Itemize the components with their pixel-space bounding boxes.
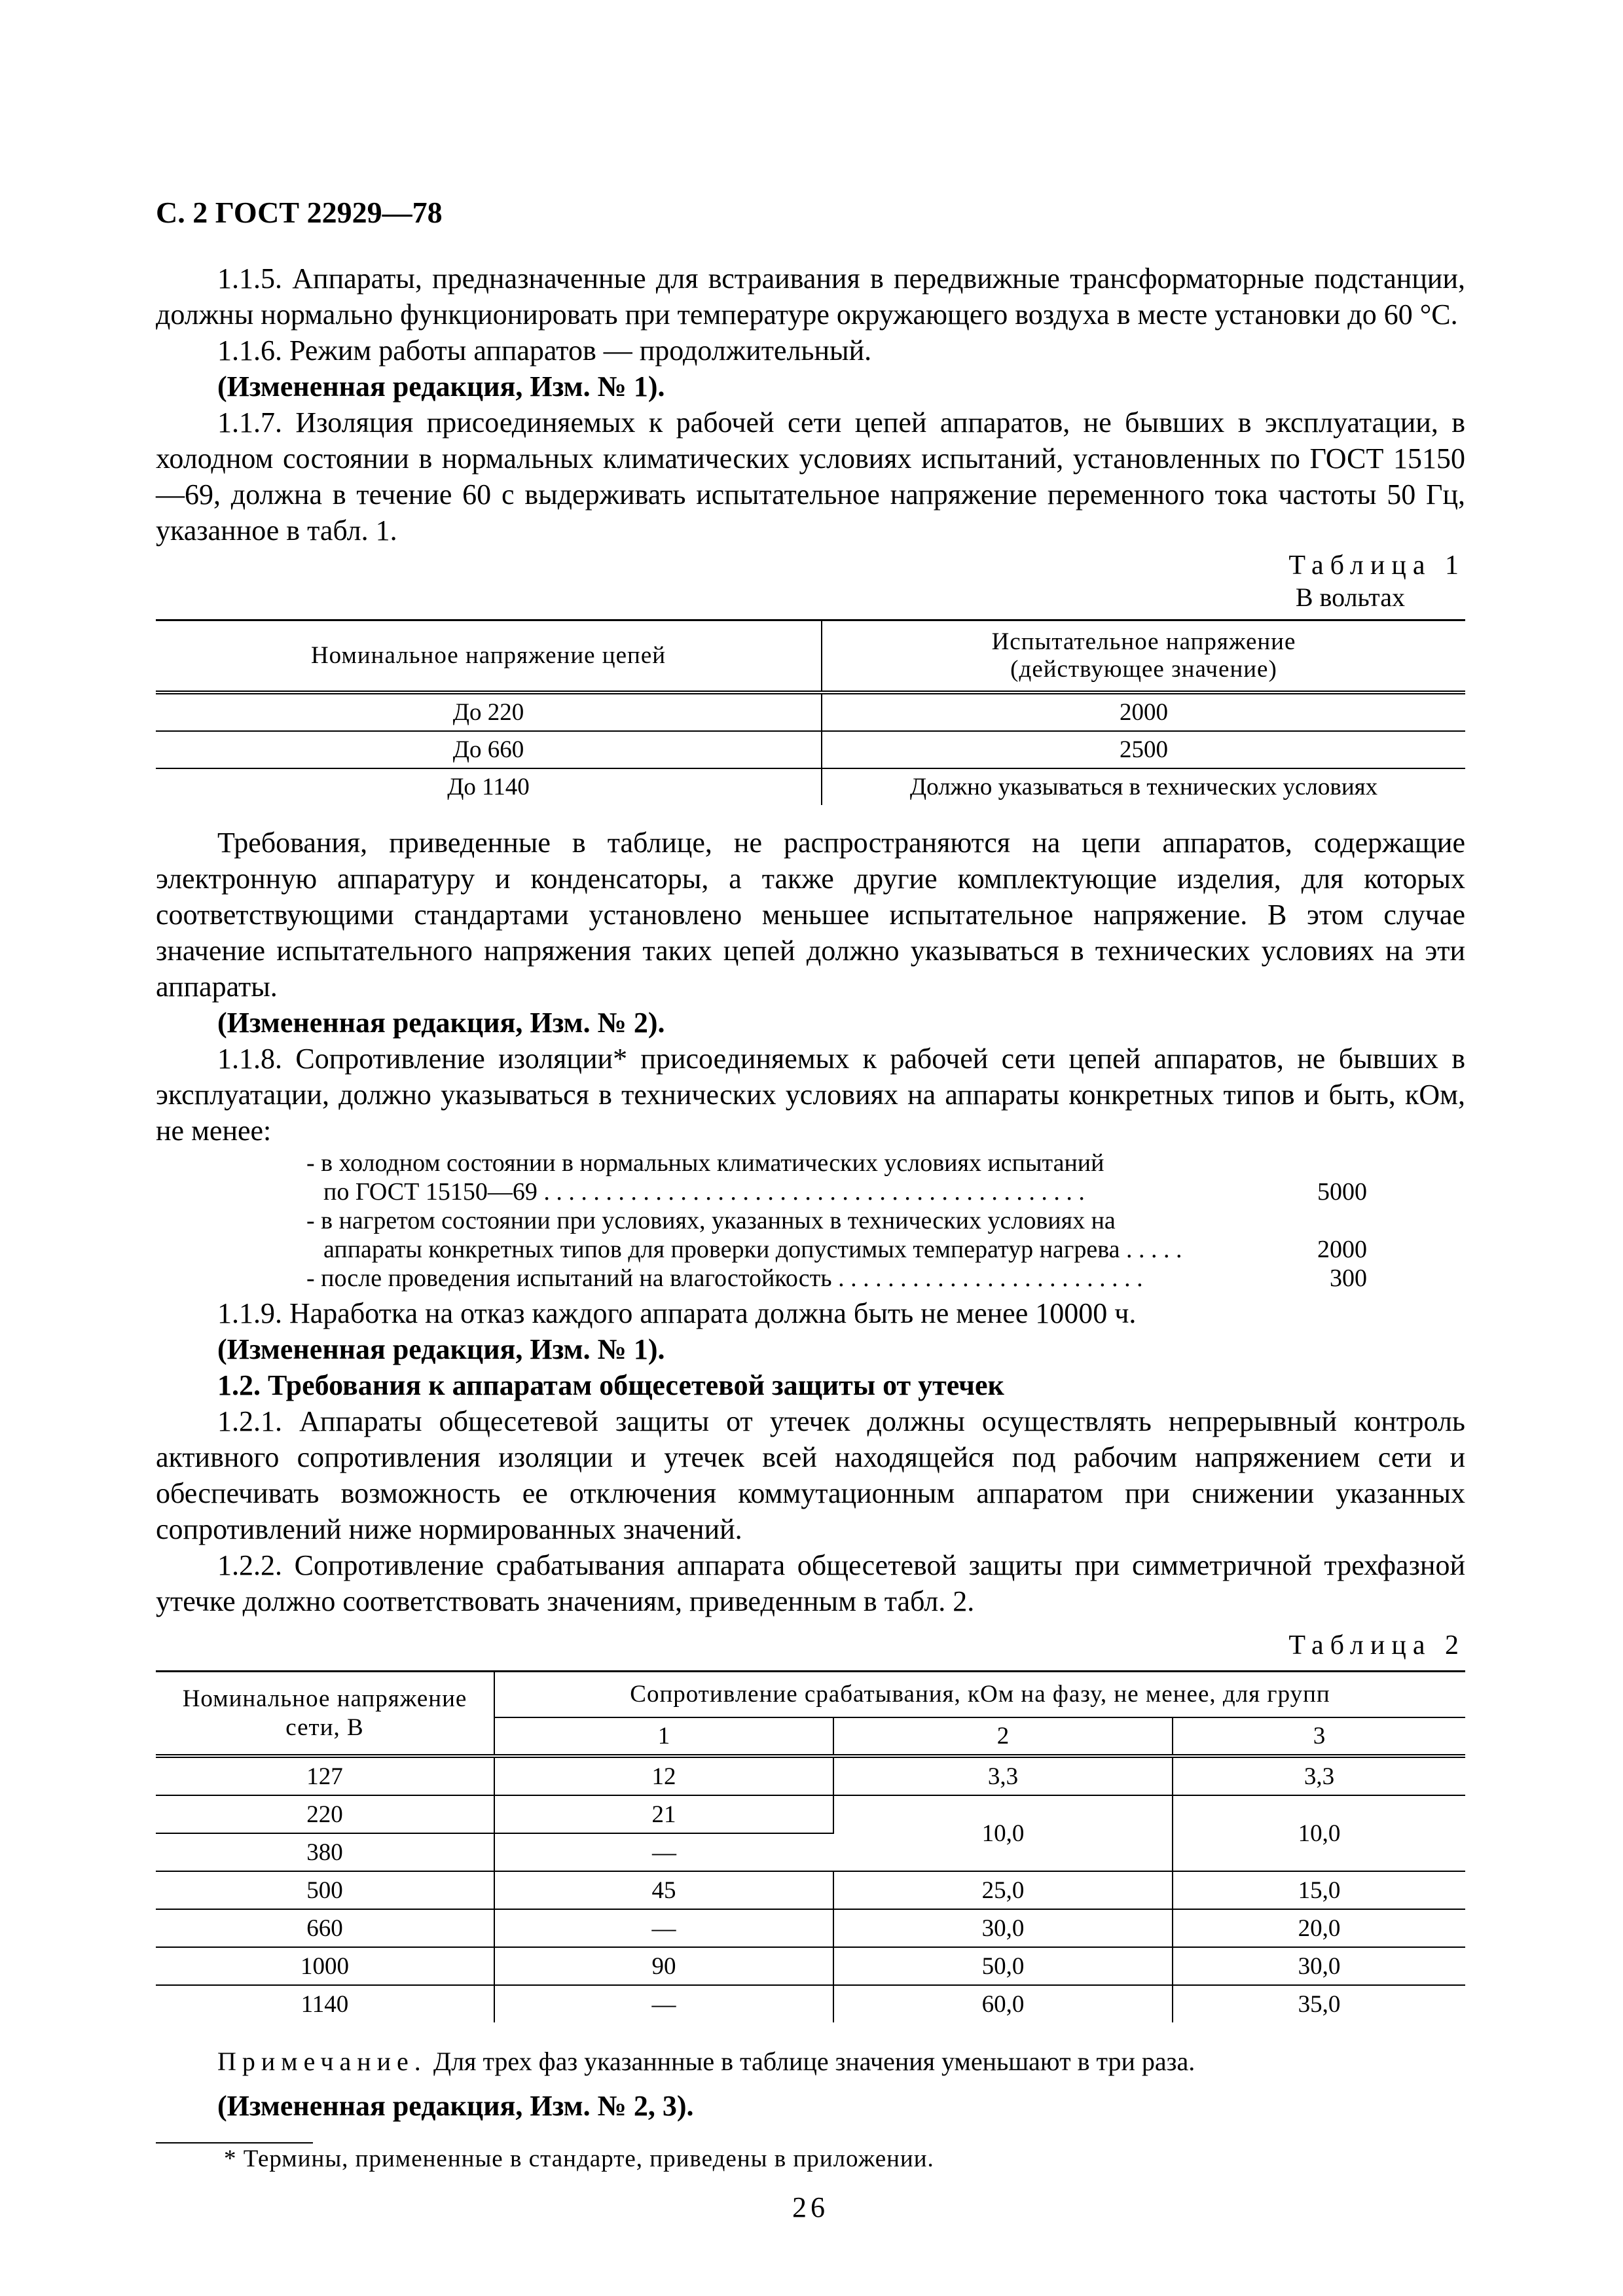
table-cell: 2000 xyxy=(822,692,1465,731)
list-item xyxy=(306,1149,1367,1206)
table-row xyxy=(156,1947,1465,1985)
table-cell: 500 xyxy=(156,1871,494,1909)
section-heading-1-2: 1.2. Требования к аппаратам общесетевой защиты от утечек xyxy=(217,1369,1004,1401)
table2-group-1: 1 xyxy=(494,1717,833,1756)
table1-unit: В вольтах xyxy=(1295,583,1405,612)
paragraph-1-1-7: 1.1.7. Изоляция присоединяемых к рабочей сети цепей аппаратов, не бывших в эксплуатации, в холодном состоянии в нормальных климатических условиях испытаний, установленных по ГОСТ 15150—69, должна в течение 60 с выдерживать испытательное напряжение переменного тока частоты 50 Гц, указанное в табл. 1. xyxy=(156,406,1465,547)
table-cell: 2500 xyxy=(822,731,1465,768)
footnote: * Термины, примененные в стандарте, приведены в приложении. xyxy=(224,2145,934,2172)
list-item xyxy=(306,1264,1367,1293)
page-number: 26 xyxy=(792,2191,829,2223)
table-cell: 50,0 xyxy=(833,1947,1173,1985)
table-cell: — xyxy=(494,1909,833,1947)
table-1 xyxy=(156,619,1465,805)
table1-header-voltage: Номинальное напряжение цепей xyxy=(156,620,822,693)
edition-note: (Измененная редакция, Изм. № 2). xyxy=(217,1007,665,1039)
body-text xyxy=(156,260,1465,2225)
table-row xyxy=(156,1985,1465,2022)
table1-header-line2: (действующее значение) xyxy=(1010,656,1277,683)
requirements-paragraph: Требования, приведенные в таблице, не распространяются на цепи аппаратов, содержащие электронную аппаратуру и конденсаторы, а также другие комплектующие изделия, для которых соответствующими стандартами установлено меньшее испытательное напряжение. В этом случае значение испытательного напряжения таких цепей должно указываться в технических условиях на эти аппараты. xyxy=(156,827,1465,1003)
page-header: С. 2 ГОСТ 22929—78 xyxy=(156,196,443,229)
table-cell: 30,0 xyxy=(833,1909,1173,1947)
table-cell: 21 xyxy=(494,1795,833,1833)
table-cell: 380 xyxy=(156,1833,494,1871)
paragraph-1-1-5: 1.1.5. Аппараты, предназначенные для встраивания в передвижные трансформаторные подстанции, должны нормально функционировать при температуре окружающего воздуха в месте установки до 60 °С. xyxy=(156,262,1465,331)
list-item-text: - после проведения испытаний на влагостойкость . . . . . . . . . . . . . . . . . . . . . . . . . xyxy=(306,1265,1143,1292)
table1-header-line1: Испытательное напряжение xyxy=(991,628,1296,655)
table-row xyxy=(156,1756,1465,1795)
edition-note: (Измененная редакция, Изм. № 1). xyxy=(217,370,665,403)
table2-group-3: 3 xyxy=(1173,1717,1465,1756)
table-note xyxy=(156,2045,1465,2079)
list-item-text: аппараты конкретных типов для проверки допустимых температур нагрева . . . . . xyxy=(323,1236,1182,1263)
paragraph-1-1-6: 1.1.6. Режим работы аппаратов — продолжительный. xyxy=(217,334,872,367)
table-cell: 60,0 xyxy=(833,1985,1173,2022)
table-row xyxy=(156,692,1465,731)
table-cell: 15,0 xyxy=(1173,1871,1465,1909)
paragraph-1-2-1: 1.2.1. Аппараты общесетевой защиты от утечек должны осуществлять непрерывный контроль активного сопротивления изоляции и утечек всей находящейся под рабочим напряжением сети и обеспечивать возможность ее отключения коммутационным аппаратом при снижении указанных сопротивлений ниже нормированных значений. xyxy=(156,1405,1465,1545)
table2-header-resistance: Сопротивление срабатывания, кОм на фазу, не менее, для групп xyxy=(630,1681,1330,1708)
table-cell: 35,0 xyxy=(1298,1990,1341,2018)
list-item xyxy=(306,1206,1367,1264)
table-row xyxy=(156,1795,1465,1833)
list-item-text: по ГОСТ 15150—69 . . . . . . . . . . . . . . . . . . . . . . . . . . . . . . . . . . . . . . . . . . . . xyxy=(323,1178,1085,1206)
table-cell: 30,0 xyxy=(1173,1947,1465,1985)
table2-header-voltage xyxy=(156,1672,494,1757)
paragraph-1-2-2: 1.2.2. Сопротивление срабатывания аппарата общесетевой защиты при симметричной трехфазной утечке должно соответствовать значениям, приведенным в табл. 2. xyxy=(156,1549,1465,1617)
table-row xyxy=(156,768,1465,805)
table-cell: 127 xyxy=(156,1756,494,1795)
table-cell: Должно указываться в технических условиях xyxy=(909,774,1378,800)
table1-caption: Таблица 1 xyxy=(1288,550,1465,581)
table-2 xyxy=(156,1670,1465,2022)
table-row xyxy=(156,1871,1465,1909)
table-row xyxy=(156,1909,1465,1947)
table-cell: До 1140 xyxy=(156,768,822,805)
table2-caption: Таблица 2 xyxy=(1288,1630,1465,1660)
table-cell: 220 xyxy=(156,1795,494,1833)
note-text: Для трех фаз указаннные в таблице значения уменьшают в три раза. xyxy=(433,2047,1195,2076)
table2-header-line2: сети, В xyxy=(285,1713,364,1741)
table-cell: 90 xyxy=(494,1947,833,1985)
list-item-value: 2000 xyxy=(1317,1236,1367,1263)
paragraph-1-1-9: 1.1.9. Наработка на отказ каждого аппарата должна быть не менее 10000 ч. xyxy=(217,1297,1137,1329)
table-cell: 20,0 xyxy=(1173,1909,1465,1947)
table-cell: 3,3 xyxy=(833,1756,1173,1795)
resistance-list xyxy=(306,1149,1367,1293)
table-cell: 10,0 xyxy=(1173,1795,1465,1871)
table-cell: 1140 xyxy=(156,1985,494,2022)
list-item-text: - в холодном состоянии в нормальных климатических условиях испытаний xyxy=(306,1149,1104,1177)
table-cell: 25,0 xyxy=(833,1871,1173,1909)
table-cell: 3,3 xyxy=(1173,1756,1465,1795)
table2-group-2: 2 xyxy=(833,1717,1173,1756)
paragraph-1-1-8: 1.1.8. Сопротивление изоляции* присоединяемых к рабочей сети цепей аппаратов, не бывших в эксплуатации, должно указываться в технических условиях на аппараты конкретных типов и быть, кОм, не менее: xyxy=(156,1043,1465,1147)
table-cell: До 660 xyxy=(156,731,822,768)
table-cell: — xyxy=(494,1985,833,2022)
table-cell: — xyxy=(494,1833,833,1871)
table-cell: 1000 xyxy=(156,1947,494,1985)
note-label: Примечание. xyxy=(217,2047,427,2076)
table-cell: 12 xyxy=(494,1756,833,1795)
table-cell: 660 xyxy=(156,1909,494,1947)
table1-header-test-voltage xyxy=(822,620,1465,693)
edition-note: (Измененная редакция, Изм. № 2, 3). xyxy=(217,2090,694,2122)
table-cell: До 220 xyxy=(156,692,822,731)
list-item-value: 300 xyxy=(1330,1265,1367,1292)
table-row xyxy=(156,731,1465,768)
table-cell: 45 xyxy=(494,1871,833,1909)
list-item-value: 5000 xyxy=(1317,1178,1367,1206)
table-cell: 10,0 xyxy=(833,1795,1173,1871)
table2-header-line1: Номинальное напряжение xyxy=(182,1685,467,1712)
list-item-text: - в нагретом состоянии при условиях, указанных в технических условиях на xyxy=(306,1207,1116,1234)
edition-note: (Измененная редакция, Изм. № 1). xyxy=(217,1333,665,1365)
